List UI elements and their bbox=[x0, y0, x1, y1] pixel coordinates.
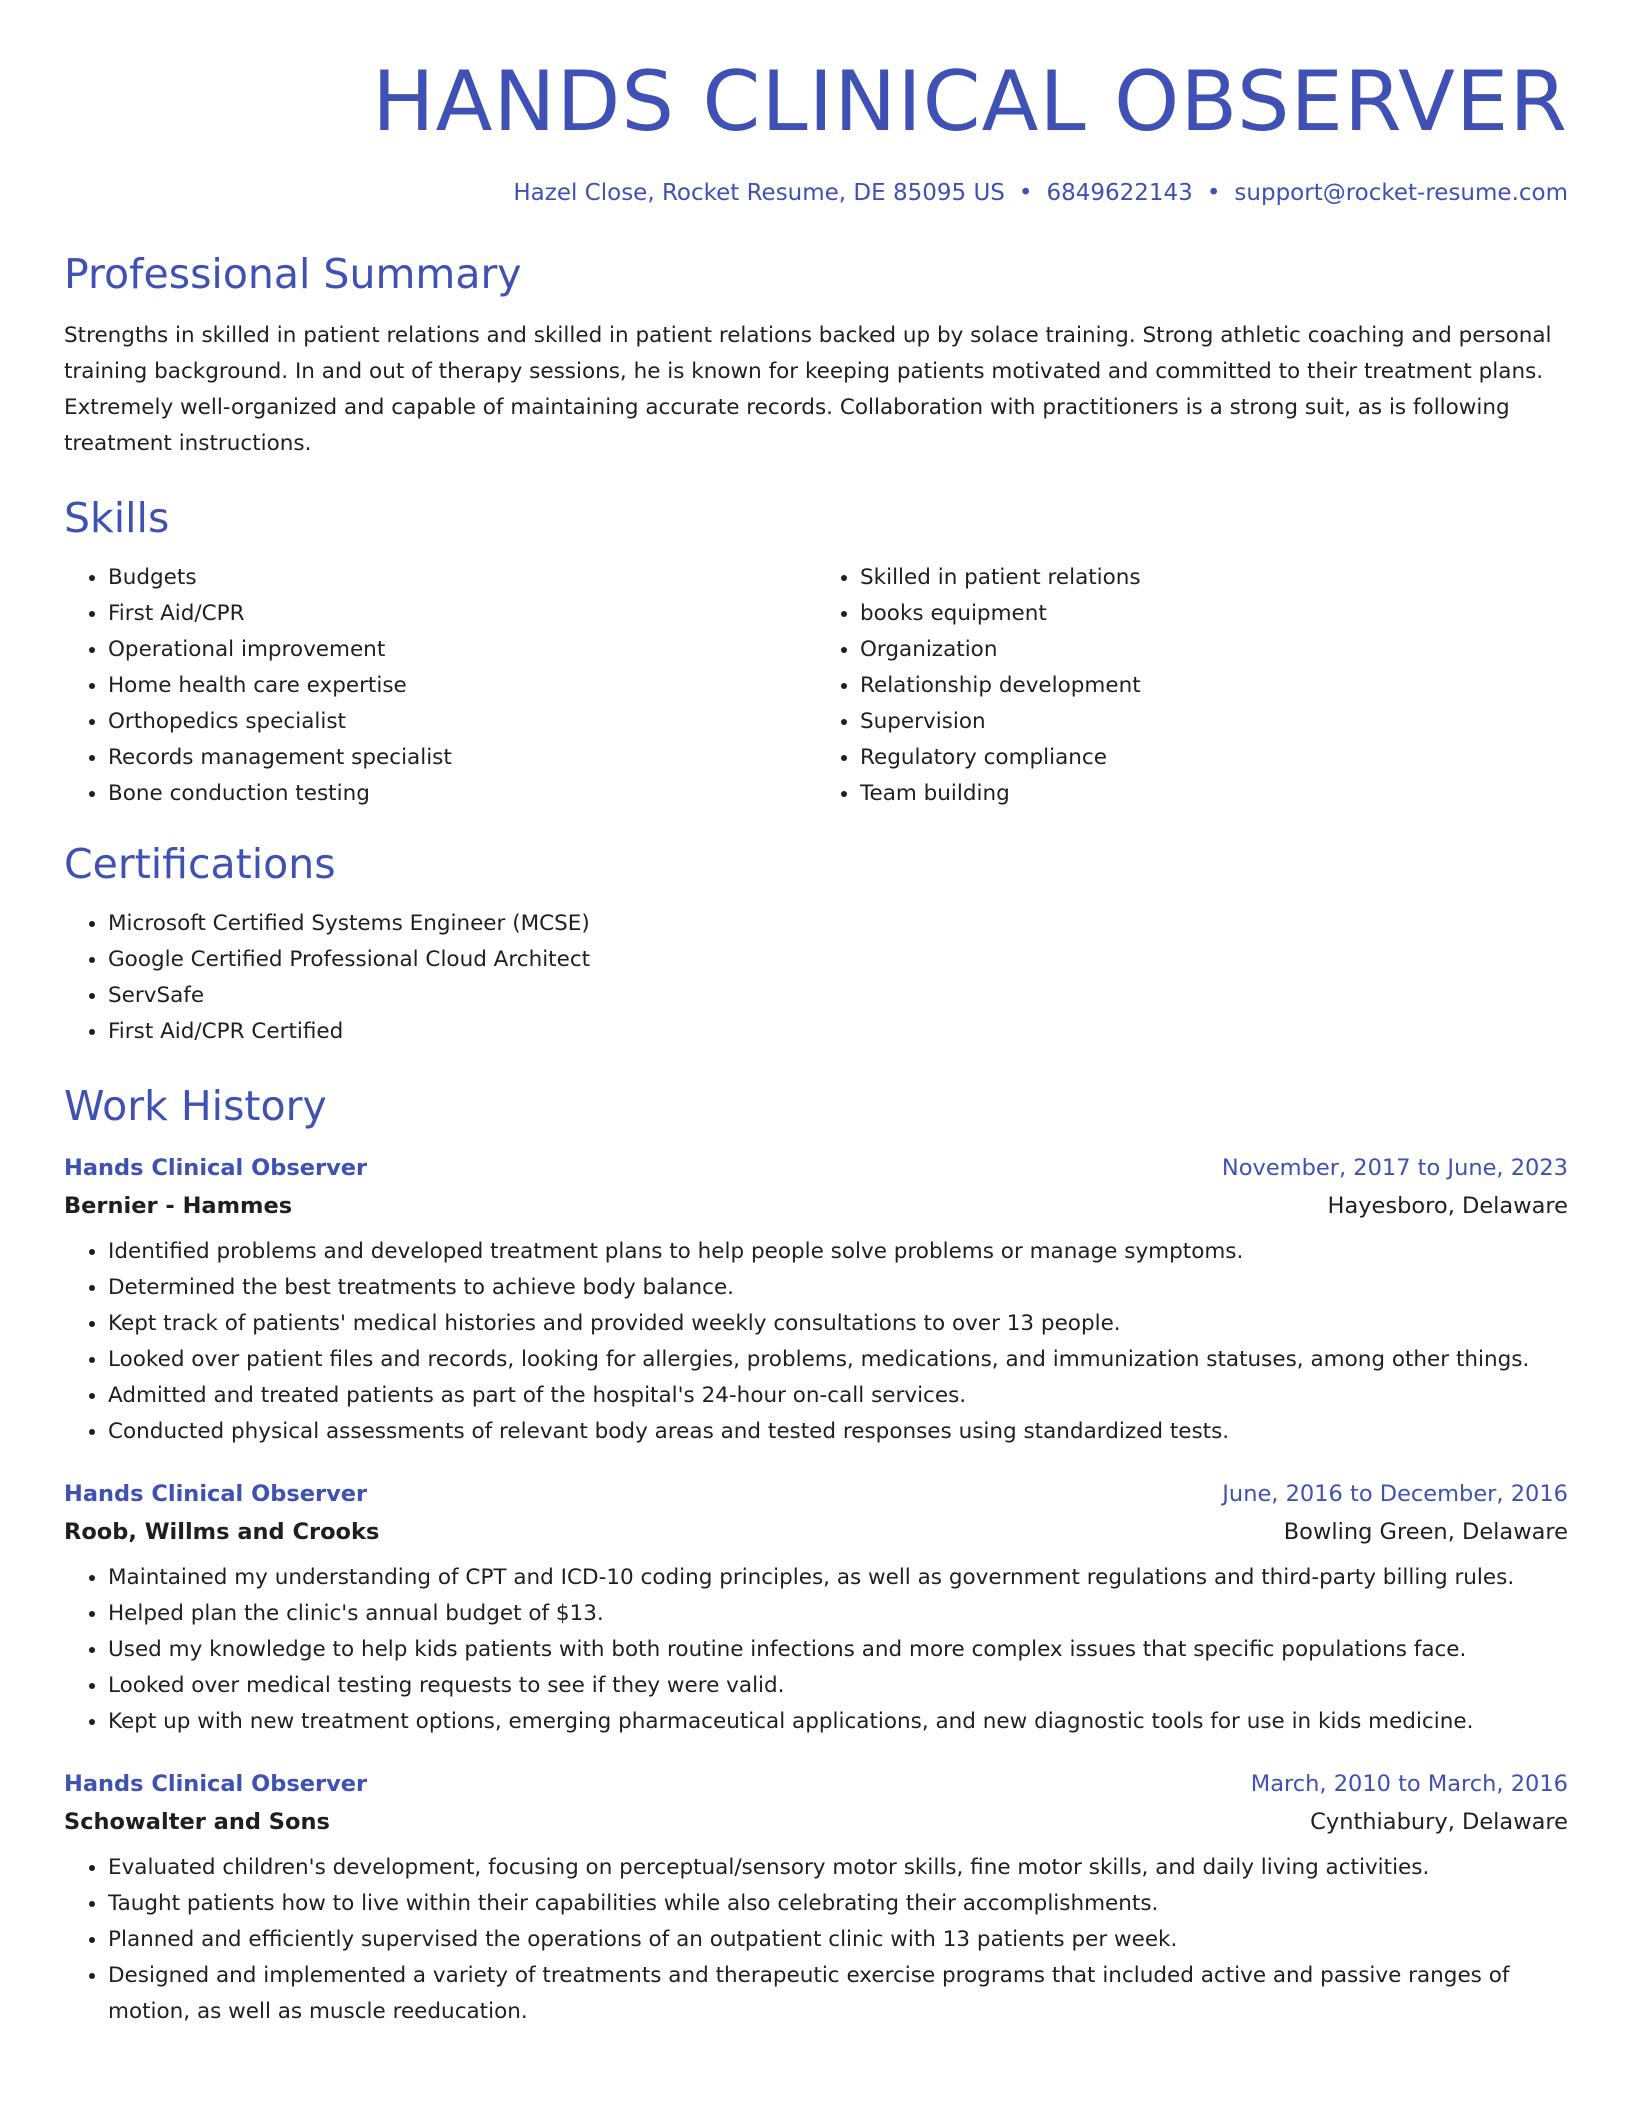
certifications-heading: Certifications bbox=[64, 840, 336, 888]
job-entry bbox=[64, 1766, 1568, 2030]
skills-grid bbox=[64, 560, 1568, 812]
certification-item: • ServSafe bbox=[108, 978, 1568, 1014]
job-bullet: • Admitted and treated patients as part of the hospital's 24-hour on-call services. bbox=[108, 1378, 1568, 1414]
skills-column-right bbox=[816, 560, 1568, 812]
certification-item: • Google Certified Professional Cloud Architect bbox=[108, 942, 1568, 978]
job-title: Hands Clinical Observer bbox=[64, 1481, 368, 1507]
skill-item: • Bone conduction testing bbox=[108, 776, 816, 812]
job-company: Roob, Willms and Crooks bbox=[64, 1519, 380, 1545]
certification-item: • First Aid/CPR Certified bbox=[108, 1014, 1568, 1050]
job-title: Hands Clinical Observer bbox=[64, 1155, 368, 1181]
skill-item: • Regulatory compliance bbox=[860, 740, 1568, 776]
job-bullet: • Conducted physical assessments of relevant body areas and tested responses using standardized tests. bbox=[108, 1414, 1568, 1450]
job-bullet: • Determined the best treatments to achieve body balance. bbox=[108, 1270, 1568, 1306]
skill-item: • Home health care expertise bbox=[108, 668, 816, 704]
skill-item: • Operational improvement bbox=[108, 632, 816, 668]
work-history-heading: Work History bbox=[64, 1082, 327, 1130]
job-bullets bbox=[64, 1850, 1568, 2030]
certifications-list bbox=[64, 906, 1568, 1050]
skill-item: • books equipment bbox=[860, 596, 1568, 632]
skill-item: • Orthopedics specialist bbox=[108, 704, 816, 740]
skill-item: • Relationship development bbox=[860, 668, 1568, 704]
job-bullet: • Maintained my understanding of CPT and ICD-10 coding principles, as well as government regulations and third-party billing rules. bbox=[108, 1560, 1568, 1596]
skill-item: • Supervision bbox=[860, 704, 1568, 740]
contact-separator: • bbox=[1206, 180, 1221, 206]
job-dates: November, 2017 to June, 2023 bbox=[1221, 1155, 1568, 1181]
job-company: Bernier - Hammes bbox=[64, 1193, 293, 1219]
job-bullet: • Kept up with new treatment options, emerging pharmaceutical applications, and new diagnostic tools for use in kids medicine. bbox=[108, 1704, 1568, 1740]
skill-item: • Organization bbox=[860, 632, 1568, 668]
job-dates: March, 2010 to March, 2016 bbox=[1250, 1771, 1568, 1797]
skill-item: • Records management specialist bbox=[108, 740, 816, 776]
job-bullet: • Looked over medical testing requests to see if they were valid. bbox=[108, 1668, 1568, 1704]
job-entry bbox=[64, 1150, 1568, 1450]
job-location: Hayesboro, Delaware bbox=[1327, 1193, 1568, 1219]
job-bullet: • Identified problems and developed treatment plans to help people solve problems or manage symptoms. bbox=[108, 1234, 1568, 1270]
summary-text: Strengths in skilled in patient relations and skilled in patient relations backed up by solace training. Strong athletic coaching and personal training background. In and out of therapy sessions, he is known for keeping patients motivated and committed to their treatment plans. Extremely well-organized and capable of maintaining accurate records. Collaboration with practitioners is a strong suit, as is following treatment instructions. bbox=[64, 323, 1552, 456]
contact-separator: • bbox=[1018, 180, 1033, 206]
job-bullet: • Used my knowledge to help kids patients with both routine infections and more complex issues that specific populations face. bbox=[108, 1632, 1568, 1668]
candidate-name: HANDS CLINICAL OBSERVER bbox=[372, 53, 1568, 150]
resume-header bbox=[64, 0, 1568, 208]
job-bullet: • Kept track of patients' medical histories and provided weekly consultations to over 13 people. bbox=[108, 1306, 1568, 1342]
skill-item: • First Aid/CPR bbox=[108, 596, 816, 632]
contact-address: Hazel Close, Rocket Resume, DE 85095 US bbox=[513, 180, 1005, 206]
skill-item: • Budgets bbox=[108, 560, 816, 596]
contact-phone: 6849622143 bbox=[1046, 180, 1193, 206]
job-location: Bowling Green, Delaware bbox=[1283, 1519, 1568, 1545]
job-bullet: • Designed and implemented a variety of treatments and therapeutic exercise programs that included active and passive ranges of motion, as well as muscle reeducation. bbox=[108, 1958, 1568, 2030]
skills-heading: Skills bbox=[64, 494, 170, 542]
job-bullets bbox=[64, 1560, 1568, 1740]
job-location: Cynthiabury, Delaware bbox=[1310, 1809, 1568, 1835]
job-entry bbox=[64, 1476, 1568, 1740]
skills-column-left bbox=[64, 560, 816, 812]
skills-list-right bbox=[816, 560, 1568, 812]
job-company: Schowalter and Sons bbox=[64, 1809, 330, 1835]
job-bullet: • Planned and efficiently supervised the operations of an outpatient clinic with 13 patients per week. bbox=[108, 1922, 1568, 1958]
job-bullet: • Helped plan the clinic's annual budget of $13. bbox=[108, 1596, 1568, 1632]
job-title: Hands Clinical Observer bbox=[64, 1771, 368, 1797]
summary-heading: Professional Summary bbox=[64, 250, 522, 298]
job-bullet: • Evaluated children's development, focusing on perceptual/sensory motor skills, fine motor skills, and daily living activities. bbox=[108, 1850, 1568, 1886]
job-bullet: • Looked over patient files and records, looking for allergies, problems, medications, and immunization statuses, among other things. bbox=[108, 1342, 1568, 1378]
skills-list-left bbox=[64, 560, 816, 812]
skill-item: • Skilled in patient relations bbox=[860, 560, 1568, 596]
contact-line bbox=[64, 178, 1568, 208]
job-bullets bbox=[64, 1234, 1568, 1450]
job-dates: June, 2016 to December, 2016 bbox=[1222, 1481, 1568, 1507]
skill-item: • Team building bbox=[860, 776, 1568, 812]
contact-email: support@rocket-resume.com bbox=[1234, 180, 1568, 206]
job-bullet: • Taught patients how to live within their capabilities while also celebrating their accomplishments. bbox=[108, 1886, 1568, 1922]
certification-item: • Microsoft Certified Systems Engineer (MCSE) bbox=[108, 906, 1568, 942]
